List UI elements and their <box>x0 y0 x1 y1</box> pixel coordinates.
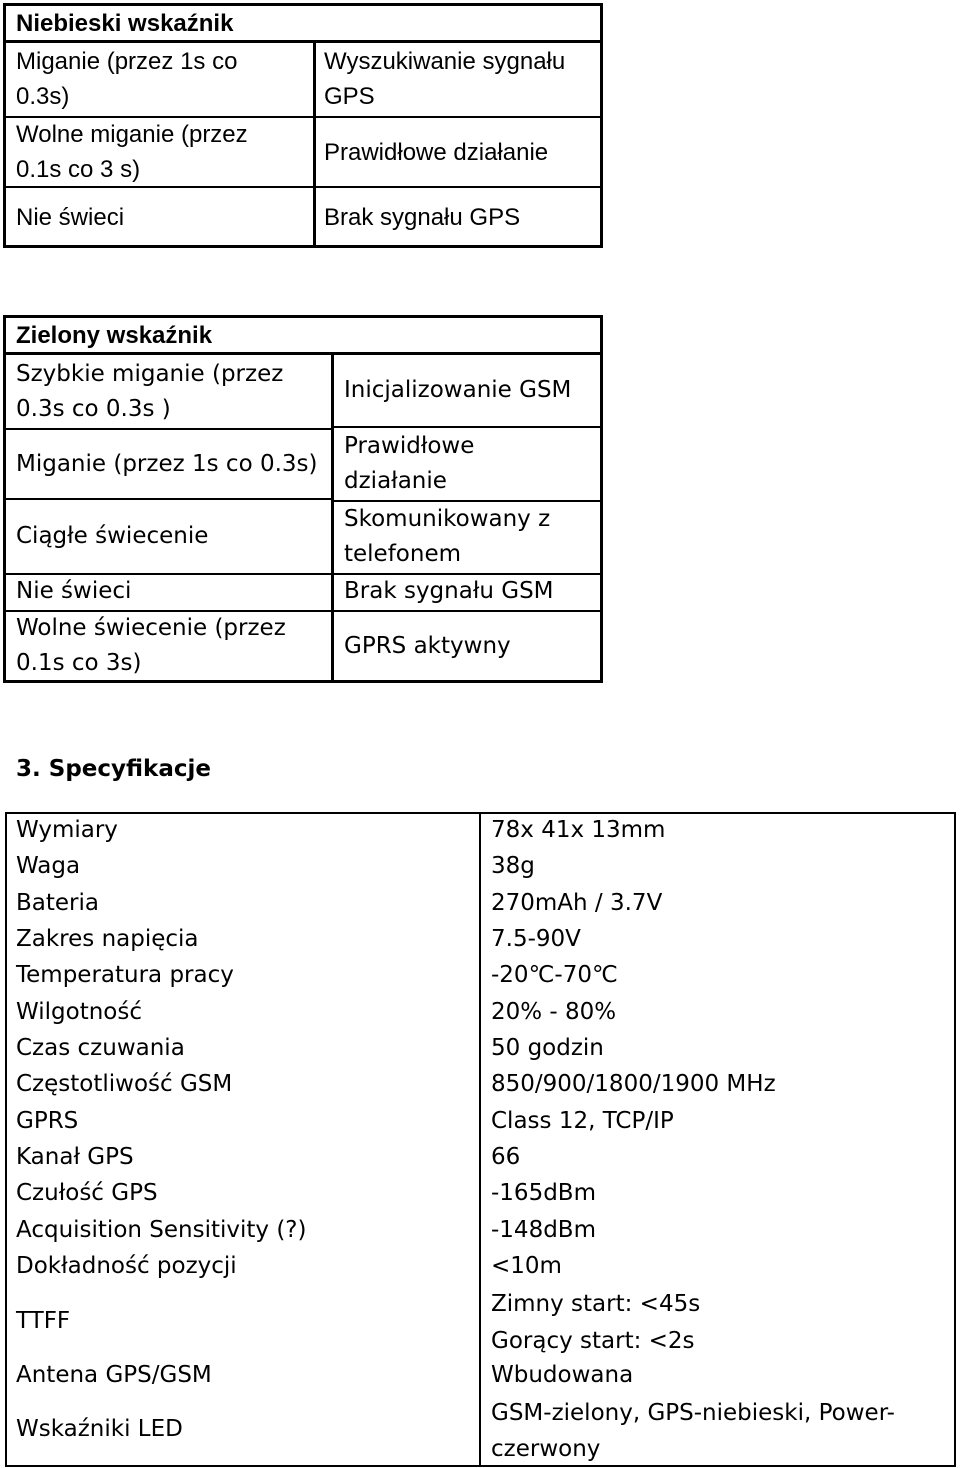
green-row-state: Miganie (przez 1s co 0.3s) <box>16 451 318 477</box>
blue-table-divider <box>313 40 316 248</box>
blue-row-meaning: Wyszukiwanie sygnału GPS <box>324 48 566 110</box>
blue-row-meaning: Brak sygnału GPS <box>324 204 521 231</box>
green-row-state: Wolne świecenie (przez 0.1s co 3s) <box>16 615 286 676</box>
green-table-divider <box>3 428 333 430</box>
spec-label: GPRS <box>16 1108 79 1134</box>
spec-value: -148dBm <box>491 1217 596 1243</box>
spec-label: Waga <box>16 853 81 879</box>
green-row-meaning: GPRS aktywny <box>344 633 511 659</box>
green-row-meaning: Inicjalizowanie GSM <box>344 377 572 403</box>
blue-row-meaning: Prawidłowe działanie <box>324 139 549 166</box>
spec-label: Wilgotność <box>16 999 142 1025</box>
section-heading: 3. Specyfikacje <box>16 756 211 782</box>
green-table-divider <box>3 498 333 500</box>
green-table-title: Zielony wskaźnik <box>16 322 213 349</box>
spec-label: Czułość GPS <box>16 1180 158 1206</box>
green-row-meaning: Prawidłowe działanie <box>344 433 475 494</box>
spec-label: Acquisition Sensitivity (?) <box>16 1217 307 1243</box>
green-row-meaning: Skomunikowany z telefonem <box>344 506 551 567</box>
spec-value: <10m <box>491 1253 562 1279</box>
blue-row-state: Nie świeci <box>16 204 125 231</box>
spec-table-divider <box>479 812 481 1467</box>
green-row-state: Nie świeci <box>16 578 132 604</box>
spec-label: Temperatura pracy <box>16 962 234 988</box>
spec-label: Czas czuwania <box>16 1035 185 1061</box>
spec-label: Częstotliwość GSM <box>16 1071 233 1097</box>
spec-value: -20℃-70℃ <box>491 962 618 988</box>
spec-label: Zakres napięcia <box>16 926 199 952</box>
green-table-divider <box>331 352 334 683</box>
spec-label: TTFF <box>16 1308 71 1334</box>
spec-label: Antena GPS/GSM <box>16 1362 212 1388</box>
spec-label: Wymiary <box>16 817 118 843</box>
green-row-state: Szybkie miganie (przez 0.3s co 0.3s ) <box>16 361 284 422</box>
spec-value: 78x 41x 13mm <box>491 817 666 843</box>
spec-value: Class 12, TCP/IP <box>491 1108 674 1134</box>
spec-value: Zimny start: <45s Gorący start: <2s <box>491 1291 701 1354</box>
spec-label: Dokładność pozycji <box>16 1253 237 1279</box>
spec-value: Wbudowana <box>491 1362 634 1388</box>
blue-table-title: Niebieski wskaźnik <box>16 10 234 37</box>
spec-value: -165dBm <box>491 1180 596 1206</box>
spec-value: GSM-zielony, GPS-niebieski, Power- czerwony <box>491 1400 895 1462</box>
green-row-state: Ciągłe świecenie <box>16 523 209 549</box>
spec-label: Bateria <box>16 890 99 916</box>
blue-row-state: Miganie (przez 1s co 0.3s) <box>16 48 238 110</box>
spec-value: 270mAh / 3.7V <box>491 890 663 916</box>
green-table-divider <box>331 426 603 428</box>
spec-value: 20% - 80% <box>491 999 617 1025</box>
green-row-meaning: Brak sygnału GSM <box>344 578 554 604</box>
spec-label: Kanał GPS <box>16 1144 134 1170</box>
spec-value: 850/900/1800/1900 MHz <box>491 1071 776 1097</box>
spec-value: 66 <box>491 1144 521 1170</box>
spec-label: Wskaźniki LED <box>16 1416 183 1442</box>
spec-value: 38g <box>491 853 535 879</box>
blue-row-state: Wolne miganie (przez 0.1s co 3 s) <box>16 121 248 183</box>
spec-value: 50 godzin <box>491 1035 604 1061</box>
spec-value: 7.5-90V <box>491 926 581 952</box>
